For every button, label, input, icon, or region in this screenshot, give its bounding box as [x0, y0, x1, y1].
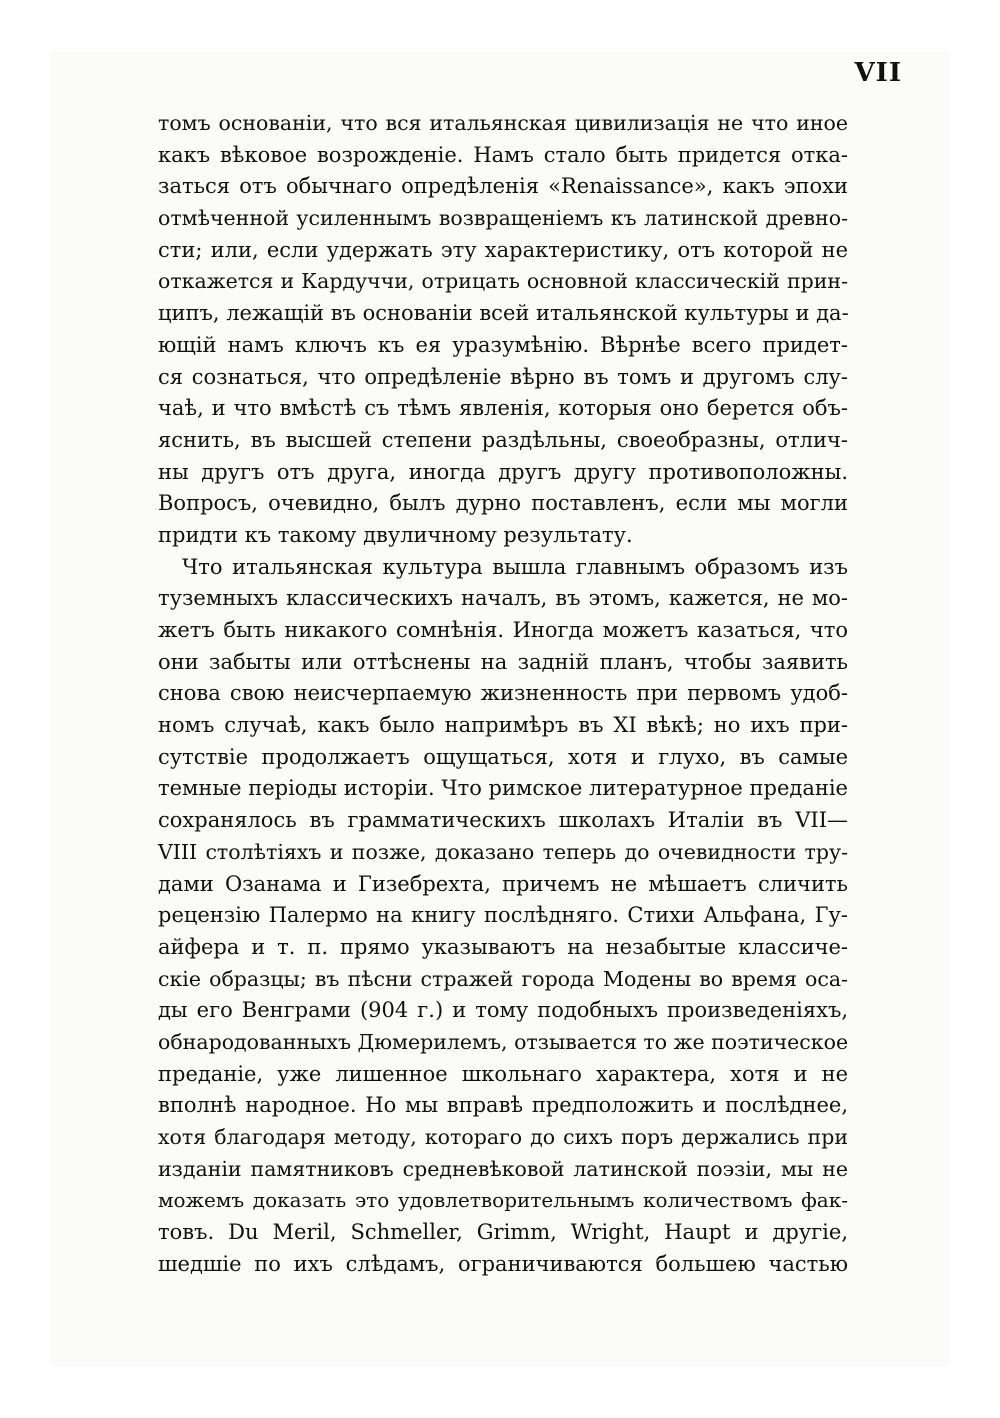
text-line: хотя благодаря методу, котораго до сихъ поръ держались при [158, 1125, 848, 1149]
text-line: снова свою неисчерпаемую жизненность при первомъ удоб- [158, 681, 848, 706]
text-line: сутствіе продолжаетъ ощущаться, хотя и глухо, въ самые [158, 744, 848, 769]
text-line: рецензію Палермо на книгу послѣдняго. Стихи Альфана, Гу- [158, 903, 848, 928]
text-line: туземныхъ классическихъ началъ, въ этомъ, кажется, не мо- [158, 586, 848, 611]
text-line: они забыты или оттѣснены на задній планъ, чтобы заявить [158, 649, 848, 674]
text-line: томъ основаніи, что вся итальянская цивилизація не что иное [158, 111, 848, 135]
text-line: ся сознаться, что опредѣленіе вѣрно въ томъ и другомъ слу- [158, 364, 848, 389]
text-line: ципъ, лежащій въ основаніи всей итальянской культуры и да- [158, 301, 849, 326]
text-line: отмѣченной усиленнымъ возвращеніемъ къ латинской древно- [158, 206, 848, 231]
text-line: Что итальянская культура вышла главнымъ образомъ изъ [182, 554, 848, 579]
text-line: сохранялось въ грамматическихъ школахъ Италіи въ VII— [158, 808, 848, 833]
text-line: чаѣ, и что вмѣстѣ съ тѣмъ явленія, которыя оно берется объ- [158, 396, 848, 421]
text-line: жетъ быть никакого сомнѣнія. Иногда можетъ казаться, что [158, 618, 848, 642]
text-line: можемъ доказать это удовлетворительнымъ количествомъ фак- [158, 1188, 848, 1213]
text-line: откажется и Кардуччи, отрицать основной классическій прин- [158, 269, 848, 294]
text-line: заться отъ обычнаго опредѣленія «Renaissance», какъ эпохи [158, 174, 848, 199]
text-line: скіе образцы; въ пѣсни стражей города Модены во время оса- [158, 966, 848, 991]
text-line: обнародованныхъ Дюмерилемъ, отзывается то же поэтическое [158, 1029, 849, 1054]
text-line: товъ. Du Meril, Schmeller, Grimm, Wright, Haupt и другіе, [158, 1220, 848, 1245]
text-line: айфера и т. п. прямо указываютъ на незабытые классиче- [158, 934, 848, 959]
text-line: ющій намъ ключъ къ ея уразумѣнію. Вѣрнѣе всего придет- [158, 332, 848, 357]
text-line: шедшіе по ихъ слѣдамъ, ограничиваются большею частью [158, 1251, 848, 1276]
text-line: Вопросъ, очевидно, былъ дурно поставленъ, если мы могли [158, 491, 848, 516]
text-line: придти къ такому двуличному результату. [158, 522, 633, 547]
paragraph-2 [158, 552, 848, 1281]
text-line: сти; или, если удержать эту характеристику, отъ которой не [158, 237, 848, 262]
text-line: изданіи памятниковъ средневѣковой латинской поэзіи, мы не [158, 1156, 848, 1181]
text-line: преданіе, уже лишенное школьнаго характера, хотя и не [158, 1061, 848, 1086]
text-line: VIII столѣтіяхъ и позже, доказано теперь до очевидности тру- [158, 839, 848, 864]
paragraph-1 [158, 108, 848, 552]
text-line: вполнѣ народное. Но мы вправѣ предположить и послѣднее, [158, 1093, 848, 1118]
text-line: яснить, въ высшей степени раздѣльны, своеобразны, отлич- [158, 427, 848, 452]
text-line: ны другъ отъ друга, иногда другъ другу противоположны. [158, 459, 848, 484]
text-line: какъ вѣковое возрожденіе. Намъ стало быть придется отка- [158, 142, 848, 167]
text-line: номъ случаѣ, какъ было напримѣръ въ XI вѣкѣ; но ихъ при- [158, 713, 848, 738]
page-number: VII [854, 58, 902, 88]
text-line: дами Озанама и Гизебрехта, причемъ не мѣшаетъ сличить [158, 871, 848, 896]
text-line: ды его Венграми (904 г.) и тому подобныхъ произведеніяхъ, [158, 998, 848, 1023]
body-text [158, 108, 848, 1280]
text-line: темные періоды исторіи. Что римское литературное преданіе [158, 776, 848, 801]
